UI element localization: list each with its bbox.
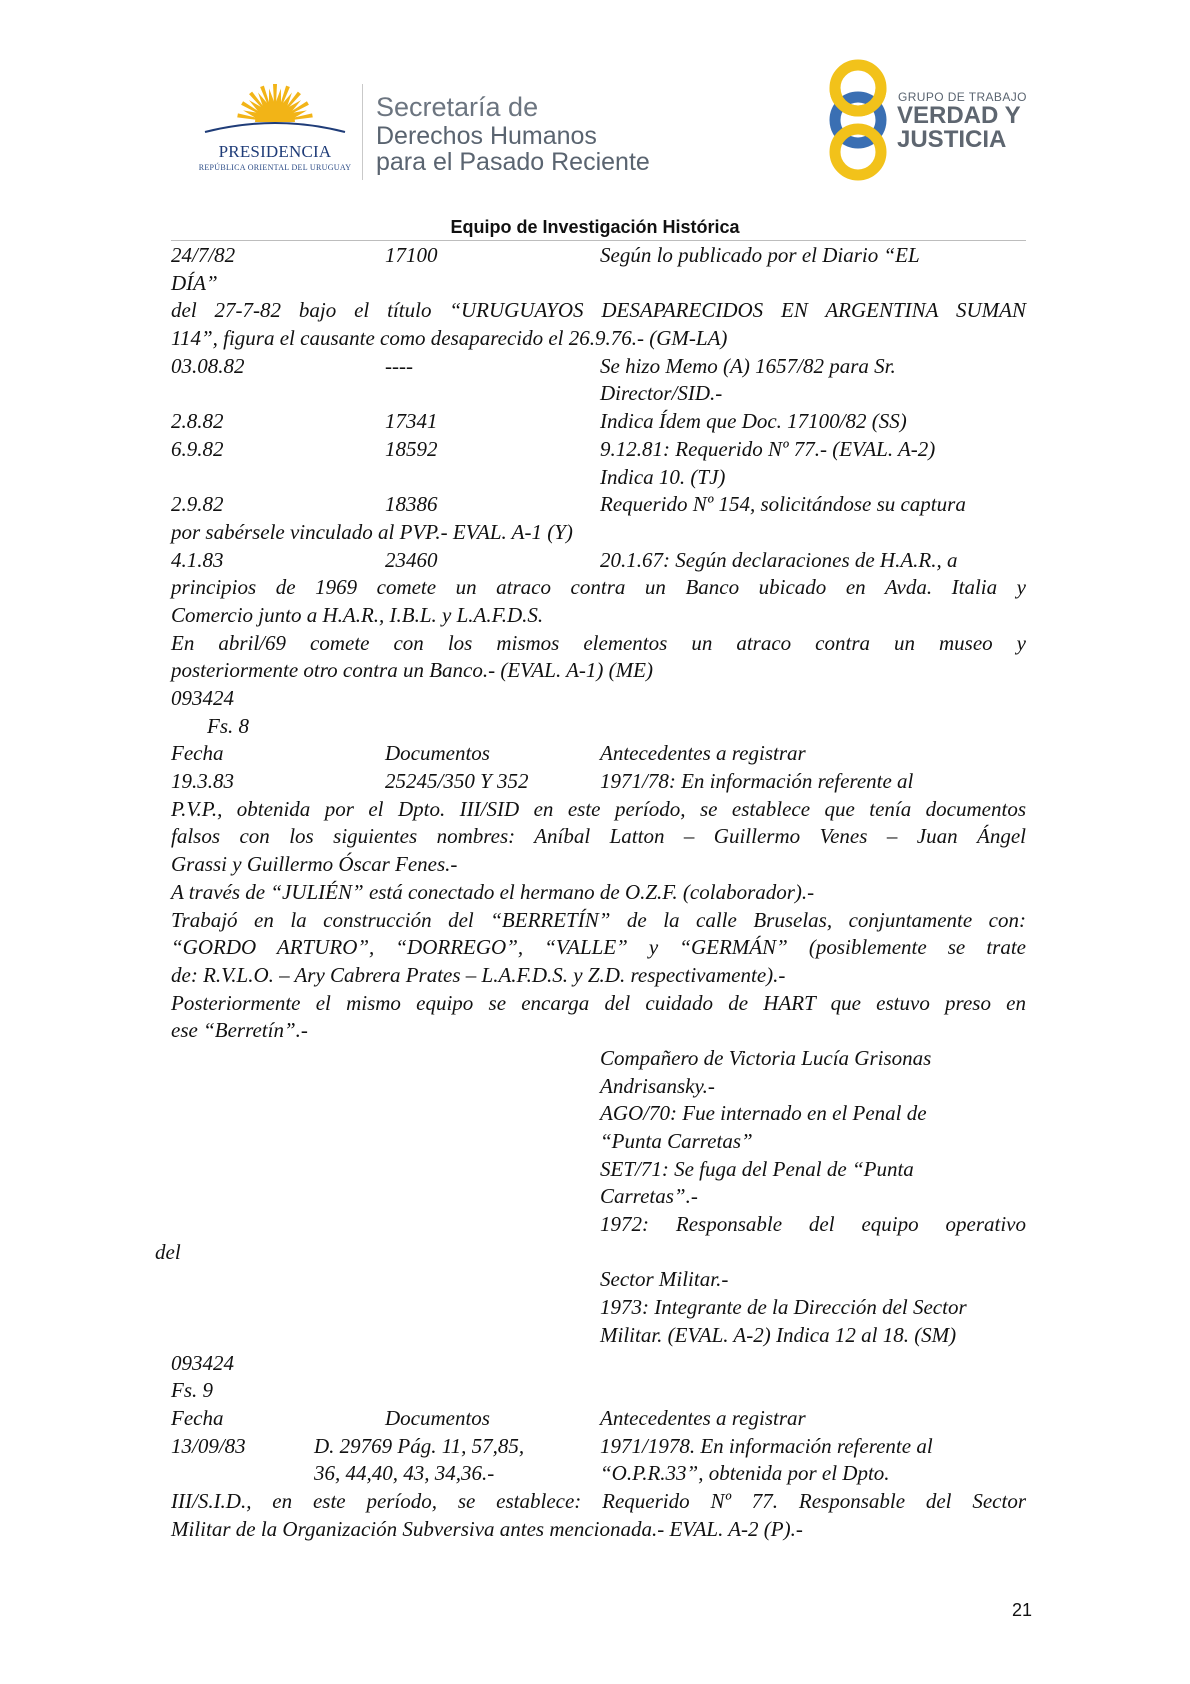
line-col-antecedent: Militar. (EVAL. A-2) Indica 12 al 18. (SM) xyxy=(600,1322,957,1347)
line-col-date: 03.08.82 xyxy=(171,353,245,378)
grupo-trabajo-line-2: VERDAD Y xyxy=(897,102,1021,129)
document-line xyxy=(171,990,1026,1018)
document-line xyxy=(171,1460,1026,1488)
line-col-date: 13/09/83 xyxy=(171,1433,246,1458)
line-col-date: Militar de la Organización Subversiva antes mencionada.- EVAL. A-2 (P).- xyxy=(171,1516,803,1541)
document-line xyxy=(171,1266,1026,1294)
document-line xyxy=(171,1017,1026,1045)
document-line xyxy=(171,436,1026,464)
line-col-antecedent: 1971/78: En información referente al xyxy=(600,769,914,794)
document-line xyxy=(171,740,1026,768)
document-line xyxy=(171,962,1026,990)
line-col-doc-alt: D. 29769 Pág. 11, 57,85, xyxy=(314,1433,525,1458)
document-line xyxy=(171,270,1026,298)
line-col-date: 114”, figura el causante como desaparecido el 26.9.76.- (GM-LA) xyxy=(171,326,728,351)
line-col-antecedent: SET/71: Se fuga del Penal de “Punta xyxy=(600,1156,914,1181)
line-col-antecedent: 9.12.81: Requerido Nº 77.- (EVAL. A-2) xyxy=(600,436,936,461)
line-col-date: 093424 xyxy=(171,1350,234,1375)
line-col-doc-alt: 36, 44,40, 43, 34,36.- xyxy=(314,1461,495,1486)
line-col-date: Comercio junto a H.A.R., I.B.L. y L.A.F.D.S. xyxy=(171,602,544,627)
line-col-date: 2.8.82 xyxy=(171,409,224,434)
line-col-doc: 25245/350 Y 352 xyxy=(385,769,529,794)
header-rule xyxy=(171,240,1026,241)
line-col-antecedent: Según lo publicado por el Diario “EL xyxy=(600,243,920,267)
line-col-antecedent: Antecedentes a registrar xyxy=(600,741,806,766)
document-line xyxy=(171,907,1026,935)
document-line xyxy=(171,353,1026,381)
line-col-date: 24/7/82 xyxy=(171,243,236,267)
line-col-date: 19.3.83 xyxy=(171,769,234,794)
line-col-doc: ---- xyxy=(385,353,413,378)
line-col-antecedent: Carretas”.- xyxy=(600,1184,698,1209)
document-line xyxy=(171,1294,1026,1322)
line-col-antecedent: “Punta Carretas” xyxy=(600,1129,753,1153)
document-line xyxy=(171,1350,1026,1378)
document-line xyxy=(171,1045,1026,1073)
line-full: Trabajó en la construcción del “BERRETÍN” de la calle Bruselas, conjuntamente con: xyxy=(171,907,1026,932)
document-line xyxy=(171,934,1026,962)
line-col-antecedent: Requerido Nº 154, solicitándose su captura xyxy=(600,492,966,517)
document-line xyxy=(171,1405,1026,1433)
line-col-doc: 18592 xyxy=(385,436,438,461)
line-col-doc: 18386 xyxy=(385,492,438,517)
document-line xyxy=(171,464,1026,492)
line-col-doc: Documentos xyxy=(385,741,490,766)
line-col-date: A través de “JULIÉN” está conectado el hermano de O.Z.F. (colaborador).- xyxy=(171,879,815,904)
line-neg: del xyxy=(155,1239,181,1264)
document-line xyxy=(171,1433,1026,1461)
team-title: Equipo de Investigación Histórica xyxy=(450,217,740,237)
line-col-antecedent: Indica Ídem que Doc. 17100/82 (SS) xyxy=(600,409,907,434)
header-separator xyxy=(362,84,363,180)
line-full: falsos con los siguientes nombres: Aníbal Latton – Guillermo Venes – Juan Ángel xyxy=(171,824,1026,849)
document-line xyxy=(171,491,1026,519)
line-col-antecedent: “O.P.R.33”, obtenida por el Dpto. xyxy=(600,1461,890,1486)
line-col-date: DÍA” xyxy=(171,270,218,295)
line-right3: 1972: Responsable del equipo operativo xyxy=(600,1212,1026,1237)
page-number: 21 xyxy=(1011,1600,1032,1620)
document-line xyxy=(171,1322,1026,1350)
presidencia-name: PRESIDENCIA xyxy=(218,142,332,161)
document-line xyxy=(171,1100,1026,1128)
line-col-doc: 23460 xyxy=(385,547,438,572)
line-col-date: posteriormente otro contra un Banco.- (EVAL. A-1) (ME) xyxy=(171,658,653,683)
line-col-antecedent: Indica 10. (TJ) xyxy=(600,464,726,489)
line-col-antecedent: Andrisansky.- xyxy=(600,1073,715,1098)
line-full: “GORDO ARTURO”, “DORREGO”, “VALLE” y “GERMÁN” (posiblemente se trate xyxy=(171,935,1026,960)
line-col-antecedent: AGO/70: Fue internado en el Penal de xyxy=(600,1101,927,1126)
document-line xyxy=(171,685,1026,713)
document-line xyxy=(171,1073,1026,1101)
line-col-date: Fecha xyxy=(171,741,224,766)
presidencia-subtitle: REPÚBLICA ORIENTAL DEL URUGUAY xyxy=(198,163,352,172)
document-line xyxy=(171,325,1026,353)
document-line xyxy=(171,713,1026,741)
document-line xyxy=(171,1128,1026,1156)
document-line xyxy=(171,823,1026,851)
document-line xyxy=(171,1183,1026,1211)
document-line xyxy=(171,1377,1026,1405)
document-line xyxy=(171,796,1026,824)
secretaria-line-1: Secretaría de xyxy=(376,92,539,122)
line-col-antecedent: Se hizo Memo (A) 1657/82 para Sr. xyxy=(600,353,896,378)
line-col-antecedent: 20.1.67: Según declaraciones de H.A.R., a xyxy=(600,547,958,572)
secretaria-line-3: para el Pasado Reciente xyxy=(376,148,650,176)
document-line xyxy=(171,602,1026,630)
document-line xyxy=(171,242,1026,270)
line-col-date: 093424 xyxy=(171,686,234,710)
line-full: III/S.I.D., en este período, se establece: Requerido Nº 77. Responsable del Sector xyxy=(171,1488,1026,1513)
document-line xyxy=(171,297,1026,325)
line-col-doc: 17100 xyxy=(385,243,438,267)
document-line xyxy=(171,768,1026,796)
line-col-date: 2.9.82 xyxy=(171,492,224,517)
line-col-date: Fecha xyxy=(171,1405,224,1430)
line-full: P.V.P., obtenida por el Dpto. III/SID en este período, se establece que tenía documentos xyxy=(171,796,1026,821)
grupo-trabajo-line-1: GRUPO DE TRABAJO xyxy=(898,90,1027,104)
line-col-date: 4.1.83 xyxy=(171,547,224,572)
document-line xyxy=(171,657,1026,685)
line-full: principios de 1969 comete un atraco contra un Banco ubicado en Avda. Italia y xyxy=(171,575,1026,600)
page-header xyxy=(0,0,1190,220)
line-col-antecedent: 1973: Integrante de la Dirección del Sector xyxy=(600,1295,967,1320)
document-line xyxy=(155,1239,1026,1267)
line-col-date: ese “Berretín”.- xyxy=(171,1018,308,1043)
document-line xyxy=(171,630,1026,658)
document-line xyxy=(171,574,1026,602)
document-line xyxy=(171,408,1026,436)
line-col-date: por sabérsele vinculado al PVP.- EVAL. A-1 (Y) xyxy=(171,519,573,544)
line-col-doc: 17341 xyxy=(385,409,438,434)
document-line xyxy=(171,380,1026,408)
line-full: Posteriormente el mismo equipo se encarga del cuidado de HART que estuvo preso en xyxy=(171,990,1026,1015)
document-line xyxy=(171,519,1026,547)
line-col-antecedent: 1971/1978. En información referente al xyxy=(600,1433,933,1458)
verdad-justicia-rings-logo xyxy=(822,58,894,182)
grupo-trabajo-line-3: JUSTICIA xyxy=(897,126,1007,153)
document-line xyxy=(171,1211,1026,1239)
document-body xyxy=(155,242,1026,1543)
document-line xyxy=(171,1488,1026,1516)
line-col-doc: Documentos xyxy=(385,1405,490,1430)
document-line xyxy=(171,1156,1026,1184)
line-col-date: 6.9.82 xyxy=(171,436,224,461)
line-col-antecedent: Antecedentes a registrar xyxy=(600,1405,806,1430)
document-line xyxy=(171,851,1026,879)
line-col-date: de: R.V.L.O. – Ary Cabrera Prates – L.A.F.D.S. y Z.D. respectivamente).- xyxy=(171,962,786,987)
line-full: del 27-7-82 bajo el título “URUGUAYOS DESAPARECIDOS EN ARGENTINA SUMAN xyxy=(171,298,1026,323)
secretaria-line-2: Derechos Humanos xyxy=(376,122,597,150)
line-col-date: Grassi y Guillermo Óscar Fenes.- xyxy=(171,852,458,877)
line-col-antecedent: Director/SID.- xyxy=(600,381,723,406)
line-col-antecedent: Compañero de Victoria Lucía Grisonas xyxy=(600,1045,932,1070)
line-col-antecedent: Sector Militar.- xyxy=(600,1267,729,1292)
document-line xyxy=(171,1516,1026,1544)
line-full: En abril/69 comete con los mismos elementos un atraco contra un museo y xyxy=(171,630,1026,655)
line-indent: Fs. 8 xyxy=(207,713,249,738)
document-line xyxy=(171,879,1026,907)
line-col-date: Fs. 9 xyxy=(171,1378,213,1403)
document-line xyxy=(171,547,1026,575)
